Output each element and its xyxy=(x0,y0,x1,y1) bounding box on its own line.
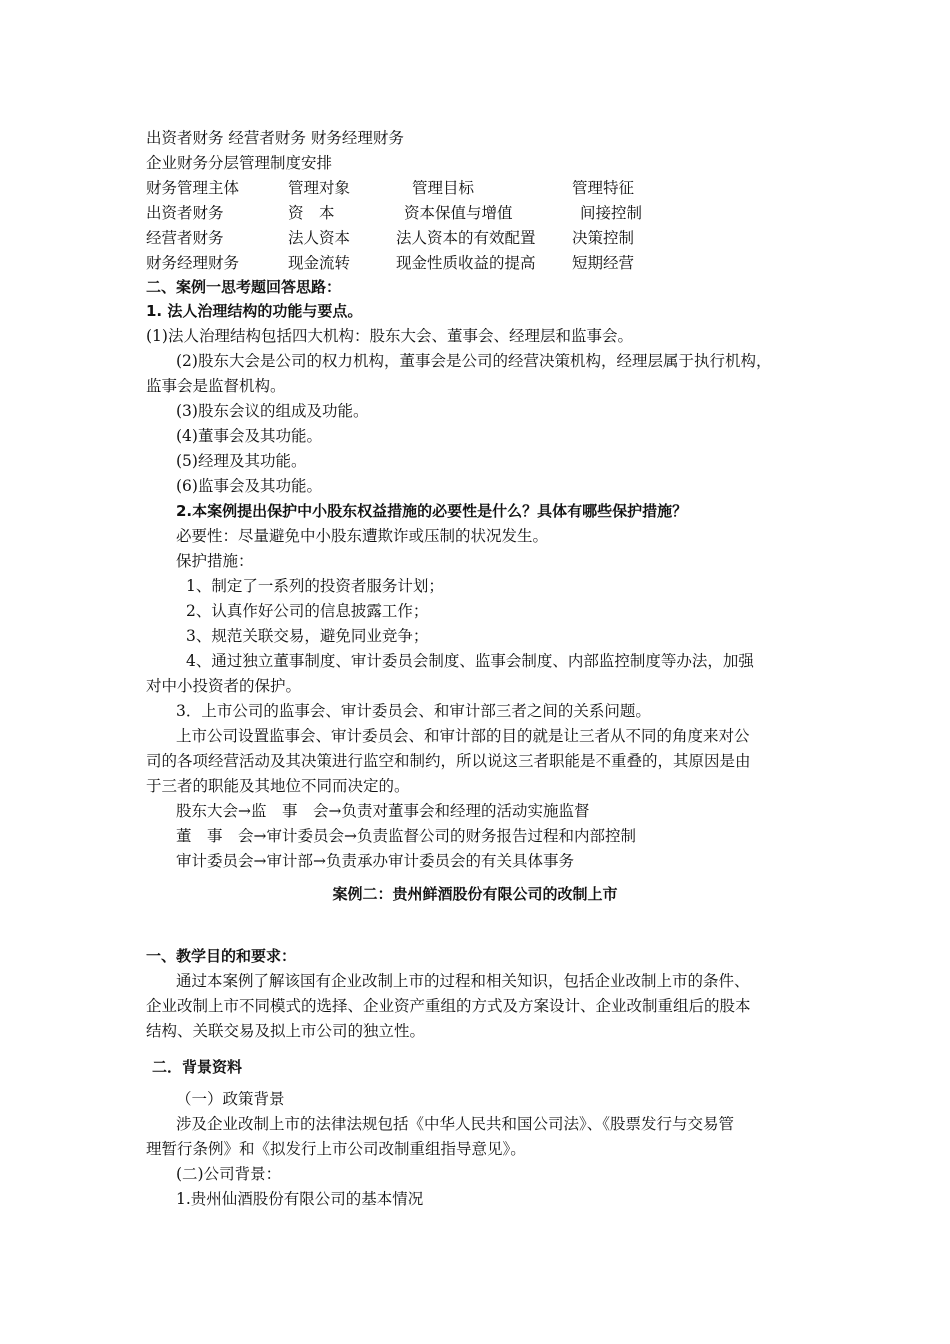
table-header-cell: 管理特征 xyxy=(572,179,635,197)
question1-heading: 1. 法人治理结构的功能与要点。 xyxy=(146,302,363,320)
table-row xyxy=(146,201,706,226)
q2-measures-label: 保护措施： xyxy=(176,552,254,570)
table-cell: 短期经营 xyxy=(572,254,635,272)
q3-paragraph: 司的各项经营活动及其决策进行监空和制约，所以说这三者职能是不重叠的，其原因是由 xyxy=(146,752,751,770)
teaching-paragraph: 结构、关联交易及拟上市公司的独立性。 xyxy=(146,1022,426,1040)
background-heading: 二．背景资料 xyxy=(152,1058,243,1076)
q1-paragraph: 监事会是监督机构。 xyxy=(146,377,286,395)
question2-heading: 2.本案例提出保护中小股东权益措施的必要性是什么？具体有哪些保护措施？ xyxy=(176,502,688,520)
teaching-paragraph: 企业改制上市不同模式的选择、企业资产重组的方式及方案设计、企业改制重组后的股本 xyxy=(146,997,751,1015)
q2-measure: 1、制定了一系列的投资者服务计划； xyxy=(186,577,444,595)
policy-paragraph: 涉及企业改制上市的法律法规包括《中华人民共和国公司法》、《股票发行与交易管 xyxy=(176,1115,735,1133)
q2-necessity: 必要性：尽量避免中小股东遭欺诈或压制的状况发生。 xyxy=(176,527,549,545)
table-row xyxy=(146,226,706,251)
intro-line: 出资者财务 经营者财务 财务经理财务 xyxy=(146,129,404,147)
q2-measure: 对中小投资者的保护。 xyxy=(146,677,302,695)
flow-line: 股东大会→监 事 会→负责对董事会和经理的活动实施监督 xyxy=(176,802,590,820)
table-header-cell: 管理目标 xyxy=(412,179,475,197)
q3-paragraph: 上市公司设置监事会、审计委员会、和审计部的目的就是让三者从不同的角度来对公 xyxy=(176,727,750,745)
company-heading: (二)公司背景： xyxy=(176,1165,282,1183)
table-cell: 间接控制 xyxy=(580,204,643,222)
table-cell: 经营者财务 xyxy=(146,229,224,247)
teaching-heading: 一、教学目的和要求： xyxy=(146,947,297,965)
teaching-paragraph: 通过本案例了解该国有企业改制上市的过程和相关知识，包括企业改制上市的条件、 xyxy=(176,972,750,990)
table-header-cell: 财务管理主体 xyxy=(146,179,240,197)
q1-paragraph: (6)监事会及其功能。 xyxy=(176,477,322,495)
table-row xyxy=(146,251,706,276)
q2-measure: 2、认真作好公司的信息披露工作； xyxy=(186,602,429,620)
table-cell: 现金流转 xyxy=(288,254,351,272)
q2-measure: 4、通过独立董事制度、审计委员会制度、监事会制度、内部监控制度等办法，加强 xyxy=(186,652,754,670)
q1-paragraph: (3)股东会议的组成及功能。 xyxy=(176,402,369,420)
table-cell: 资本保值与增值 xyxy=(404,204,513,222)
table-header-row xyxy=(146,176,706,201)
table-cell: 出资者财务 xyxy=(146,204,224,222)
q1-paragraph: (1)法人治理结构包括四大机构：股东大会、董事会、经理层和监事会。 xyxy=(146,327,633,345)
q1-paragraph: (4)董事会及其功能。 xyxy=(176,427,322,445)
table-cell: 财务经理财务 xyxy=(146,254,240,272)
q3-paragraph: 于三者的职能及其地位不同而决定的。 xyxy=(146,777,410,795)
flow-line: 审计委员会→审计部→负责承办审计委员会的有关具体事务 xyxy=(176,852,574,870)
arrangement-title: 企业财务分层管理制度安排 xyxy=(146,154,333,172)
table-cell: 法人资本 xyxy=(288,229,351,247)
table-cell: 法人资本的有效配置 xyxy=(396,229,536,247)
q1-paragraph: (2)股东大会是公司的权力机构，董事会是公司的经营决策机构，经理层属于执行机构， xyxy=(176,352,772,370)
table-header-cell: 管理对象 xyxy=(288,179,351,197)
table-cell: 决策控制 xyxy=(572,229,635,247)
question3-heading: 3．上市公司的监事会、审计委员会、和审计部三者之间的关系问题。 xyxy=(176,702,651,720)
case2-title: 案例二：贵州鲜酒股份有限公司的改制上市 xyxy=(332,885,618,903)
table-cell: 现金性质收益的提高 xyxy=(396,254,536,272)
flow-line: 董 事 会→审计委员会→负责监督公司的财务报告过程和内部控制 xyxy=(176,827,636,845)
policy-heading: （一）政策背景 xyxy=(176,1090,285,1108)
management-table xyxy=(146,176,706,276)
company-item: 1.贵州仙酒股份有限公司的基本情况 xyxy=(176,1190,424,1208)
section2-heading: 二、案例一思考题回答思路： xyxy=(146,278,342,296)
policy-paragraph: 理暂行条例》和《拟发行上市公司改制重组指导意见》。 xyxy=(146,1140,526,1158)
table-cell: 资 本 xyxy=(288,204,335,222)
q2-measure: 3、规范关联交易，避免同业竞争； xyxy=(186,627,429,645)
q1-paragraph: (5)经理及其功能。 xyxy=(176,452,307,470)
